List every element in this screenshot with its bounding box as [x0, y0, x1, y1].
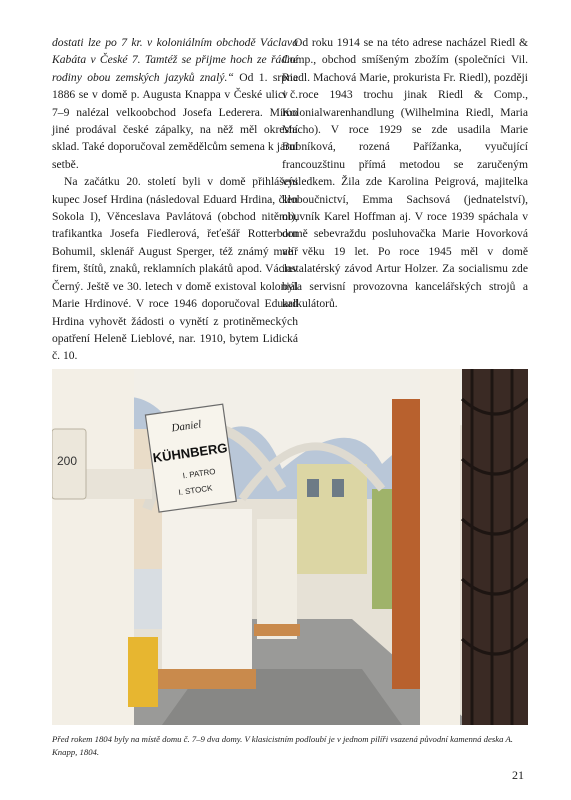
photo-caption: Před rokem 1804 byly na místě domu č. 7–9 dva domy. V klasicistním podloubí je v jednom pilíři vsazená původní kamenná deska A. Knapp, 1804. [52, 734, 513, 757]
left-text-column [52, 34, 298, 365]
arcade-illustration [52, 369, 528, 725]
sign-line-3: I. PATRO [182, 466, 217, 481]
paragraph-text: Od 1. srpna 1886 se v domě p. Augusta Knappa v České ulici č. 7–9 nalézal velkoobchod Josefa Lederera. Mimo jiné prodával české zápalky, na něž měl okresní sklad. Také doporučoval zemědělcům semena k jarní setbě. [52, 70, 298, 171]
left-paragraph-2: Na začátku 20. století byli v domě přihlášeni kupec Josef Hrdina (následoval Eduard Hrdina, člen Sokola I), Věnceslava Pavlátová (obchod nitěmi), trafikantka Josefa Fiedlerová, řeťešář Rotterborn Bohumil, sklenář August Sperger, též známý malíř firem, štítů, znaků, reklamních plakátů apod. Václav Černý. Ještě ve 30. letech v domě existoval koloniál Marie Hrdinové. V roce 1946 doporučoval Eduard Hrdina vyhovět žádosti o vynětí z protiněmeckých opatření Heleně Lieblové, nar. 1910, bytem Lidická č. 10. [52, 175, 298, 363]
sign-line-1: Daniel [170, 418, 203, 435]
quote-italic: dostati lze po 7 kr. v koloniálním obchodě Václava Kabáta v České 7. Tamtéž se přijme hoch ze řádné rodiny obou zemských jazyků znalý.“ [52, 36, 298, 84]
sign-line-2: KÜHNBERG [151, 440, 229, 466]
right-text-column [282, 34, 528, 313]
right-paragraph-1: Od roku 1914 se na této adrese nacházel Riedl & Comp., obchod smíšeným zbožím (společníci Vil. Riedl. Machová Marie, prokurista Fr. Riedl), později v roce 1943 trochu jinak Riedl & Comp., Kolonialwarenhandlung (Wilhelmina Riedl, Maria Macho). V roce 1929 se zde usadila Marie Bubníková, rozená Pařížanka, vyučující francouzštinu přímá metodou se zaručeným výsledkem. Žila zde Karolina Peigrová, majitelka kloboučnictví, Emma Sachsová (jednatelství), obuvník Karel Hoffman aj. V roce 1939 spáchala v domě sebevraždu posluhovačka Marie Hovorková ve věku 19 let. Po roce 1945 měl v domě instalatérský závod Artur Holzer. Za socialismu zde byla servisní provozovna kancelářských strojů a kalkulátorů. [282, 36, 528, 311]
sign-line-4: I. STOCK [177, 483, 213, 498]
arcade-photo [52, 369, 528, 725]
left-paragraph-1 [52, 34, 298, 173]
plaque-number: 200 [57, 454, 78, 468]
page-number: 21 [512, 768, 524, 782]
